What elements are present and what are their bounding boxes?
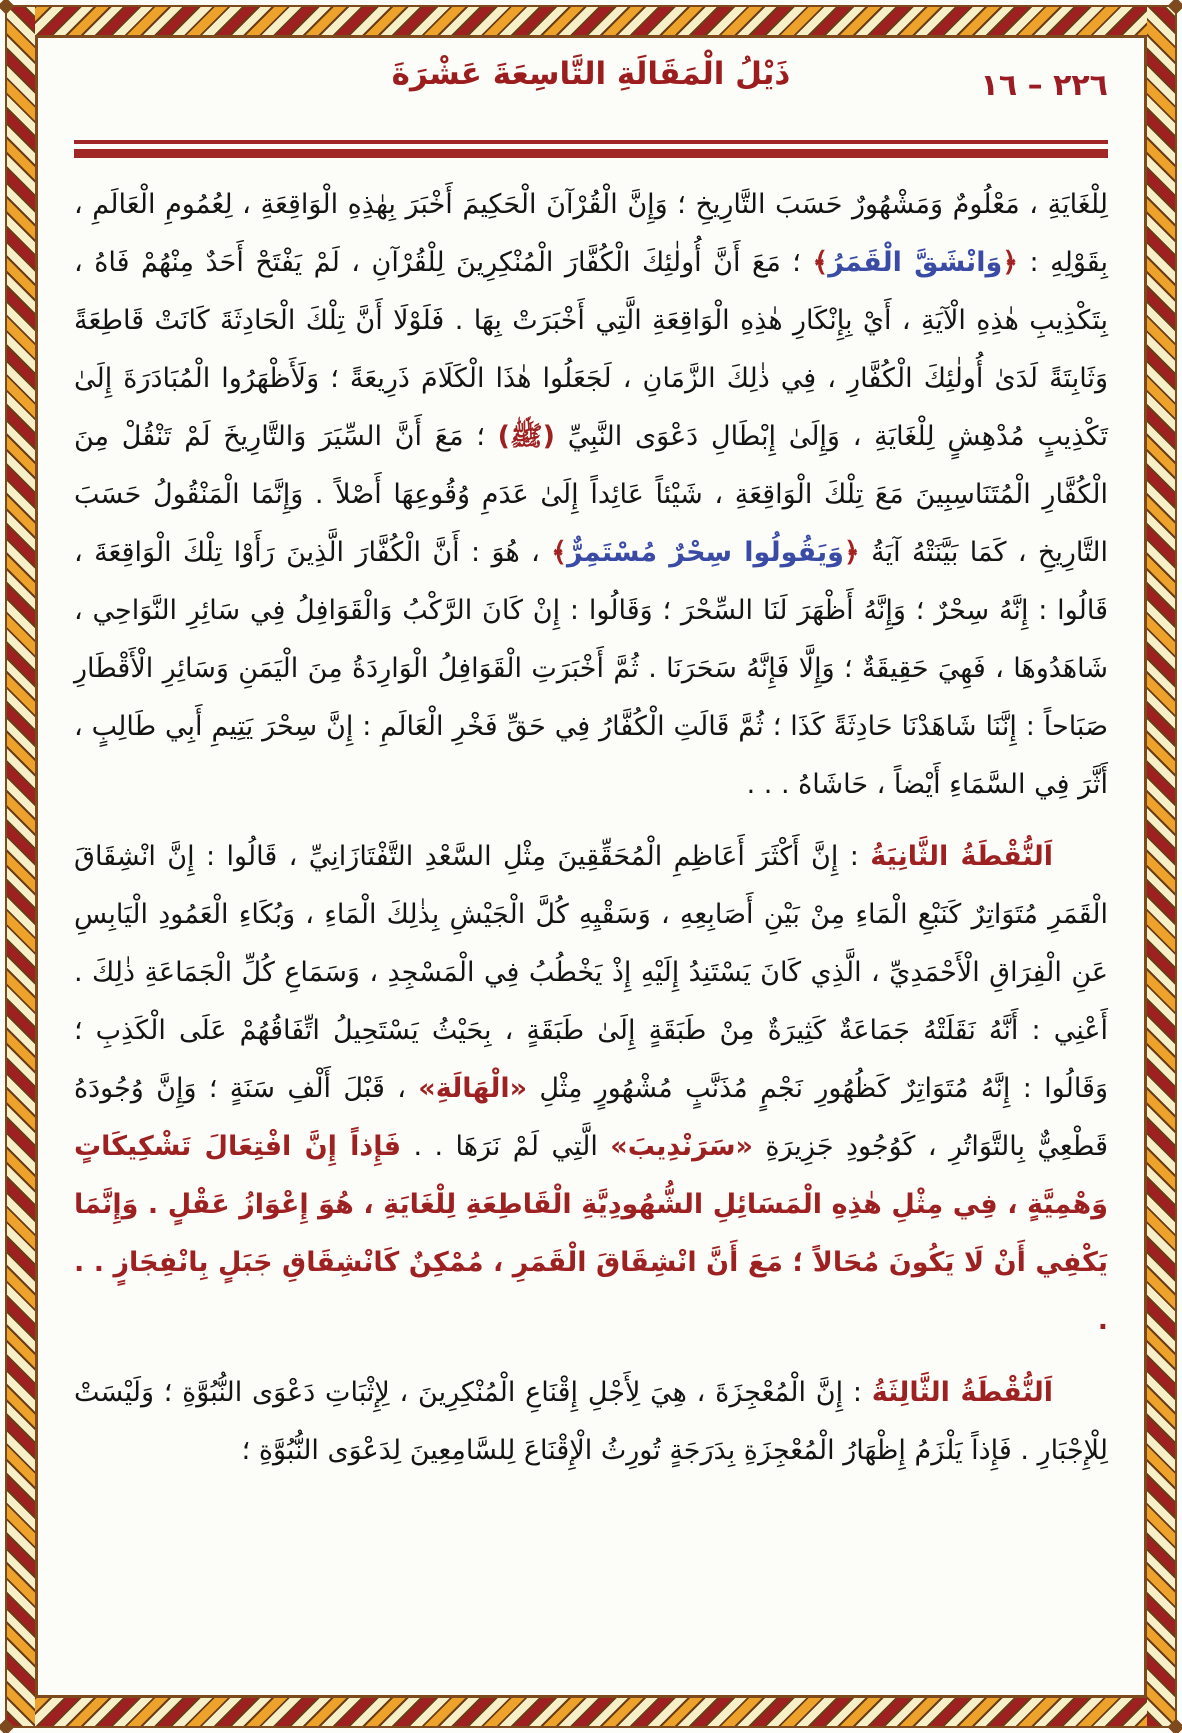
text-run: ؛ مَعَ أَنَّ السِّيَرَ وَالتَّارِيخَ لَمْ تَنْقُلْ مِنَ الْكُفَّارِ الْمُتَنَاسِبِينَ مَعَ تِلْكَ الْوَاقِعَةِ ، شَيْئاً عَائِداً إِلَىٰ عَدَمِ وُقُوعِهَا أَصْلاً . وَإِنَّمَا الْمَنْقُولُ حَسَبَ التَّارِيخِ ، كَمَا بَيَّنَتْهُ آيَةُ [74, 421, 1109, 568]
text-run: ، هُوَ : أَنَّ الْكُفَّارَ الَّذِينَ رَأَوْا تِلْكَ الْوَاقِعَةَ ، قَالُوا : إِنَّهُ سِحْرٌ ؛ وَإِنَّهُ أَظْهَرَ لَنَا السِّحْرَ ؛ وَقَالُوا : إِنْ كَانَ الرَّكْبُ وَالْقَوَافِلُ فِي سَائِرِ النَّوَاحِي ، شَاهَدُوهَا ، فَهِيَ حَقِيقَةٌ ؛ وَإِلَّا فَإِنَّهُ سَحَرَنَا . ثُمَّ أَخْبَرَتِ الْقَوَافِلُ الْوَارِدَةُ مِنَ الْيَمَنِ وَسَائِرِ الْأَقْطَارِ صَبَاحاً : إِنَّنَا شَاهَدْنَا حَادِثَةً كَذَا ؛ ثُمَّ قَالَتِ الْكُفَّارُ فِي حَقِّ فَخْرِ الْعَالَمِ : إِنَّ سِحْرَ يَتِيمِ أَبِي طَالِبٍ ، أَثَّرَ فِي السَّمَاءِ أَيْضاً ، حَاشَاهُ . . . [74, 537, 1108, 800]
text-run: : إِنَّ أَكْثَرَ أَعَاظِمِ الْمُحَقِّقِينَ مِثْلِ السَّعْدِ التَّفْتَازَانِيِّ ، قَالُوا : إِنَّ انْشِقَاقَ الْقَمَرِ مُتَوَاتِرٌ كَنَبْعِ الْمَاءِ مِنْ بَيْنِ أَصَابِعِهِ ، وَسَقْيِهِ كُلَّ الْجَيْشِ بِذٰلِكَ الْمَاءِ ، وَبُكَاءِ الْعَمُودِ الْيَابِسِ عَنِ الْفِرَاقِ الْأَحْمَدِيِّ ، الَّذِي كَانَ يَسْتَنِدُ إِلَيْهِ إِذْ يَخْطُبُ فِي الْمَسْجِدِ ، وَسَمَاعِ كُلِّ الْجَمَاعَةِ ذٰلِكَ . أَعْنِي : أَنَّهُ نَقَلَتْهُ جَمَاعَةٌ كَثِيرَةٌ مِنْ طَبَقَةٍ إِلَىٰ طَبَقَةٍ ، بِحَيْثُ يَسْتَحِيلُ اتِّفَاقُهُمْ عَلَى الْكَذِبِ ؛ وَقَالُوا : إِنَّهُ مُتَوَاتِرٌ كَظُهُورِ نَجْمٍ مُذَنَّبٍ مُشْهُورٍ مِثْلِ [74, 841, 1109, 1104]
quran-quote: وَيَقُولُوا سِحْرٌ مُسْتَمِرٌّ [567, 537, 844, 568]
body-paragraph [74, 1364, 1108, 1480]
text-run: (ﷺ) [497, 421, 555, 452]
red-heading: «سَرَنْدِيبَ» [610, 1131, 753, 1162]
border-chain-left [7, 7, 35, 1726]
text-run: : إِنَّ الْمُعْجِزَةَ ، هِيَ لِأَجْلِ إِقْنَاعِ الْمُنْكِرِينَ ، لِإِثْبَاتِ دَعْوَى النُّبُوَّةِ ؛ وَلَيْسَتْ لِلْإِجْبَارِ . فَإِذاً يَلْزَمُ إِظْهَارُ الْمُعْجِزَةِ بِدَرَجَةٍ تُورِثُ الْإِقْنَاعَ لِلسَّامِعِينَ لِدَعْوَى النُّبُوَّةِ ؛ [74, 1377, 1108, 1466]
page-content [74, 42, 1108, 1691]
red-heading: «الْهَالَةِ» [418, 1073, 528, 1104]
border-chain-top [7, 7, 1175, 35]
text-run: ؛ مَعَ أَنَّ أُولٰئِكَ الْكُفَّارَ الْمُنْكِرِينَ لِلْقُرْآنِ ، لَمْ يَفْتَحْ أَحَدٌ مِنْهُمْ فَاهُ ، بِتَكْذِيبِ هٰذِهِ الْآيَةِ ، أَيْ بِإِنْكَارِ هٰذِهِ الْوَاقِعَةِ الَّتِي أَخْبَرَتْ بِهَا . فَلَوْلَا أَنَّ تِلْكَ الْحَادِثَةَ كَانَتْ قَاطِعَةً وَثَابِتَةً لَدَىٰ أُولٰئِكَ الْكُفَّارِ ، فِي ذٰلِكَ الزَّمَانِ ، لَجَعَلُوا هٰذَا الْكَلَامَ ذَرِيعَةً ؛ وَلَأَظْهَرُوا الْمُبَادَرَةَ إِلَىٰ تَكْذِيبٍ مُدْهِشٍ لِلْغَايَةِ ، وَإِلَىٰ إِبْطَالِ دَعْوَى النَّبِيِّ [74, 247, 1108, 452]
text-run: ، قَبْلَ أَلْفِ سَنَةٍ ؛ وَإِنَّ وُجُودَهُ قَطْعِيٌّ بِالتَّوَاتُرِ ، كَوُجُودِ جَزِيرَةِ [74, 1073, 1108, 1162]
red-heading: اَلنُّقْطَةُ الثَّانِيَةُ [870, 841, 1054, 872]
border-chain-right [1147, 7, 1175, 1726]
text-run: فَإِذاً إِنَّ افْتِعَالَ تَشْكِيكَاتٍ وَهْمِيَّةٍ ، فِي مِثْلِ هٰذِهِ الْمَسَائِلِ الشُّهُودِيَّةِ الْقَاطِعَةِ لِلْغَايَةِ ، هُوَ إِعْوَازُ عَقْلٍ . وَإِنَّمَا يَكْفِي أَنْ لَا يَكُونَ مُحَالاً ؛ مَعَ أَنَّ انْشِقَاقَ الْقَمَرِ ، مُمْكِنٌ كَانْشِقَاقِ جَبَلٍ بِانْفِجَازٍ . . . [74, 1131, 1108, 1336]
body-paragraph [74, 176, 1108, 814]
text-run: الَّتِي لَمْ نَرَهَا . . [401, 1131, 611, 1162]
body-text [74, 176, 1108, 1480]
body-paragraph [74, 828, 1108, 1350]
red-heading: اَلنُّقْطَةُ الثَّالِثَةُ [871, 1377, 1053, 1408]
quran-bracket: ﴾ [551, 537, 567, 568]
border-chain-bottom [7, 1698, 1175, 1726]
quran-bracket: ﴾ [812, 247, 829, 278]
page-number: ٢٢٦ – ١٦ [980, 68, 1108, 103]
page-header [74, 42, 1108, 138]
quran-bracket: ﴿ [843, 537, 860, 568]
title-double-rule [74, 140, 1108, 158]
page-title: ذَيْلُ الْمَقَالَةِ التَّاسِعَةَ عَشْرَةَ [391, 56, 791, 92]
quran-bracket: ﴿ [1002, 247, 1019, 278]
quran-quote: وَانْشَقَّ الْقَمَرُ [828, 247, 1003, 278]
text-run: لِلْغَايَةِ ، مَعْلُومٌ وَمَشْهُورٌ حَسَبَ التَّارِيخِ ؛ وَإِنَّ الْقُرْآنَ الْحَكِيمَ أَخْبَرَ بِهٰذِهِ الْوَاقِعَةِ ، لِعُمُومِ الْعَالَمِ ، بِقَوْلِهِ : [74, 189, 1108, 278]
